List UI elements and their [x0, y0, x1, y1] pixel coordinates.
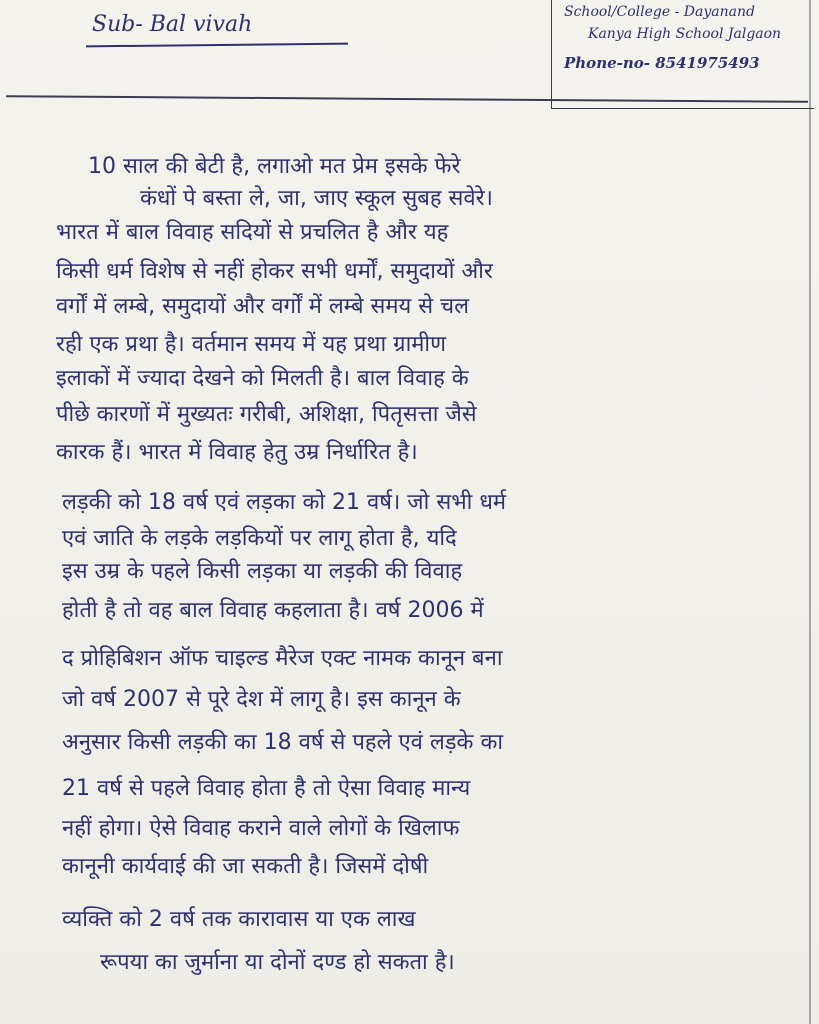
body-line-10: लड़की को 18 वर्ष एवं लड़का को 21 वर्ष। जो सभी धर्म	[62, 490, 507, 515]
body-line-9: कारक हैं। भारत में विवाह हेतु उम्र निर्धारित है।	[56, 440, 418, 465]
body-line-8: पीछे कारणों में मुख्यतः गरीबी, अशिक्षा, पितृसत्ता जैसे	[56, 402, 477, 427]
subject-underline	[86, 43, 348, 48]
body-line-17: 21 वर्ष से पहले विवाह होता है तो ऐसा विवाह मान्य	[62, 776, 471, 801]
body-line-15: जो वर्ष 2007 से पूरे देश में लागू है। इस कानून के	[62, 687, 461, 712]
body-line-13: होती है तो वह बाल विवाह कहलाता है। वर्ष 2006 में	[62, 598, 484, 623]
body-line-16: अनुसार किसी लड़की का 18 वर्ष से पहले एवं लड़के का	[62, 730, 504, 755]
body-line-21: रूपया का जुर्माना या दोनों दण्ड हो सकता है।	[100, 950, 455, 975]
body-line-14: द प्रोहिबिशन ऑफ चाइल्ड मैरेज एक्ट नामक कानून बना	[62, 646, 503, 671]
subject-heading: Sub- Bal vivah	[92, 12, 253, 37]
school-name-line1: School/College - Dayanand	[564, 4, 755, 20]
body-line-11: एवं जाति के लड़के लड़कियों पर लागू होता है, यदि	[62, 526, 457, 551]
body-line-2: कंधों पे बस्ता ले, जा, जाए स्कूल सुबह सवेरे।	[140, 186, 493, 211]
body-line-18: नहीं होगा। ऐसे विवाह कराने वाले लोगों के खिलाफ	[62, 816, 460, 841]
body-line-12: इस उम्र के पहले किसी लड़का या लड़की की विवाह	[62, 559, 463, 584]
body-line-3: भारत में बाल विवाह सदियों से प्रचलित है और यह	[56, 220, 449, 245]
body-line-4: किसी धर्म विशेष से नहीं होकर सभी धर्मों, समुदायों और	[56, 259, 493, 284]
body-line-5: वर्गों में लम्बे, समुदायों और वर्गों में लम्बे समय से चल	[56, 294, 470, 319]
phone-number: Phone-no- 8541975493	[564, 54, 760, 72]
body-line-7: इलाकों में ज्यादा देखने को मिलती है। बाल विवाह के	[56, 366, 469, 391]
body-line-19: कानूनी कार्यवाई की जा सकती है। जिसमें दोषी	[62, 854, 429, 879]
school-name-line2: Kanya High School Jalgaon	[588, 26, 782, 42]
body-line-1: 10 साल की बेटी है, लगाओ मत प्रेम इसके फेरे	[88, 154, 461, 179]
body-line-20: व्यक्ति को 2 वर्ष तक कारावास या एक लाख	[62, 907, 416, 932]
body-line-6: रही एक प्रथा है। वर्तमान समय में यह प्रथा ग्रामीण	[56, 332, 447, 357]
